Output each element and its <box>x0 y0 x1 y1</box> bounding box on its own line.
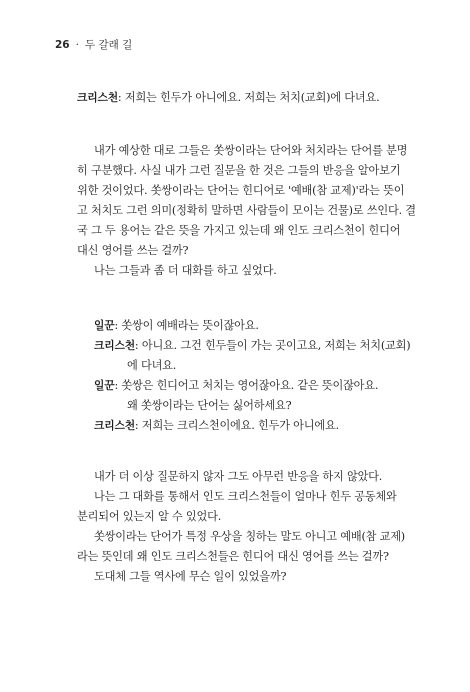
dialogue-text: : 저희는 크리스천이에요. 힌두가 아니에요. <box>134 419 339 432</box>
opening-dialogue <box>77 88 407 108</box>
header-separator: · <box>75 39 79 51</box>
dialogue-continuation: 에 다녀요. <box>127 359 177 372</box>
text-line: 내가 예상한 대로 그들은 쏫쌍이라는 단어와 처치라는 단어를 분명 <box>94 144 408 157</box>
paragraph-1 <box>77 141 416 281</box>
text-line: 분리되어 있는지 알 수 있었다. <box>77 510 222 523</box>
dialogue-text: : 쏫쌍은 힌디어고 처치는 영어잖아요. 같은 뜻이잖아요. <box>114 379 379 392</box>
text-line: 내가 더 이상 질문하지 않자 그도 아무런 반응을 하지 않았다. <box>94 470 383 483</box>
text-line: 히 구분했다. 사실 내가 그런 질문을 한 것은 그들의 반응을 알아보기 <box>77 164 401 177</box>
text-line: 나는 그들과 좀 더 대화를 하고 싶었다. <box>94 264 277 277</box>
speaker-name: 일꾼 <box>94 379 115 392</box>
text-line: 나는 그 대화를 통해서 인도 크리스천들이 얼마나 힌두 공동체와 <box>94 490 397 503</box>
speaker-name: 크리스천 <box>94 419 135 432</box>
text-line: 위한 것이었다. 쏫쌍이라는 단어는 힌디어로 '예배(참 교제)'라는 뜻이 <box>77 184 405 197</box>
dialogue-line <box>77 336 411 356</box>
speaker-name: 일꾼 <box>94 319 115 332</box>
text-line: 도대체 그들 역사에 무슨 일이 있었을까? <box>94 570 287 583</box>
speaker-name: 크리스천 <box>77 91 118 104</box>
closing-paragraphs <box>77 467 407 587</box>
book-title: 두 갈래 길 <box>84 39 133 51</box>
dialogue-text: : 아니요. 그건 힌두들이 가는 곳이고요, 저희는 처치(교회) <box>134 339 411 352</box>
dialogue-line <box>77 316 407 336</box>
dialogue-block <box>77 316 411 436</box>
text-line: 국 그 두 용어는 같은 뜻을 가지고 있는데 왜 인도 크리스천이 힌디어 <box>77 224 401 237</box>
text-line: 라는 뜻인데 왜 인도 크리스천들은 힌디어 대신 영어를 쓰는 걸까? <box>77 550 389 563</box>
speaker-name: 크리스천 <box>94 339 135 352</box>
dialogue-line <box>77 416 407 436</box>
dialogue-text: : 저희는 힌두가 아니에요. 저희는 처치(교회)에 다녀요. <box>117 91 380 104</box>
dialogue-text: : 쏫쌍이 예배라는 뜻이잖아요. <box>114 319 259 332</box>
text-line: 쏫쌍이라는 단어가 특정 우상을 칭하는 말도 아니고 예배(참 교제) <box>94 530 405 543</box>
dialogue-continuation: 왜 쏫쌍이라는 단어는 싫어하세요? <box>127 399 292 412</box>
text-line: 대신 영어를 쓰는 걸까? <box>77 244 189 257</box>
running-header <box>55 37 132 52</box>
text-line: 고 처치도 그런 의미(정확히 말하면 사람들이 모이는 건물)로 쓰인다. 결 <box>77 204 416 217</box>
dialogue-line <box>77 376 407 396</box>
page-number: 26 <box>55 39 70 51</box>
